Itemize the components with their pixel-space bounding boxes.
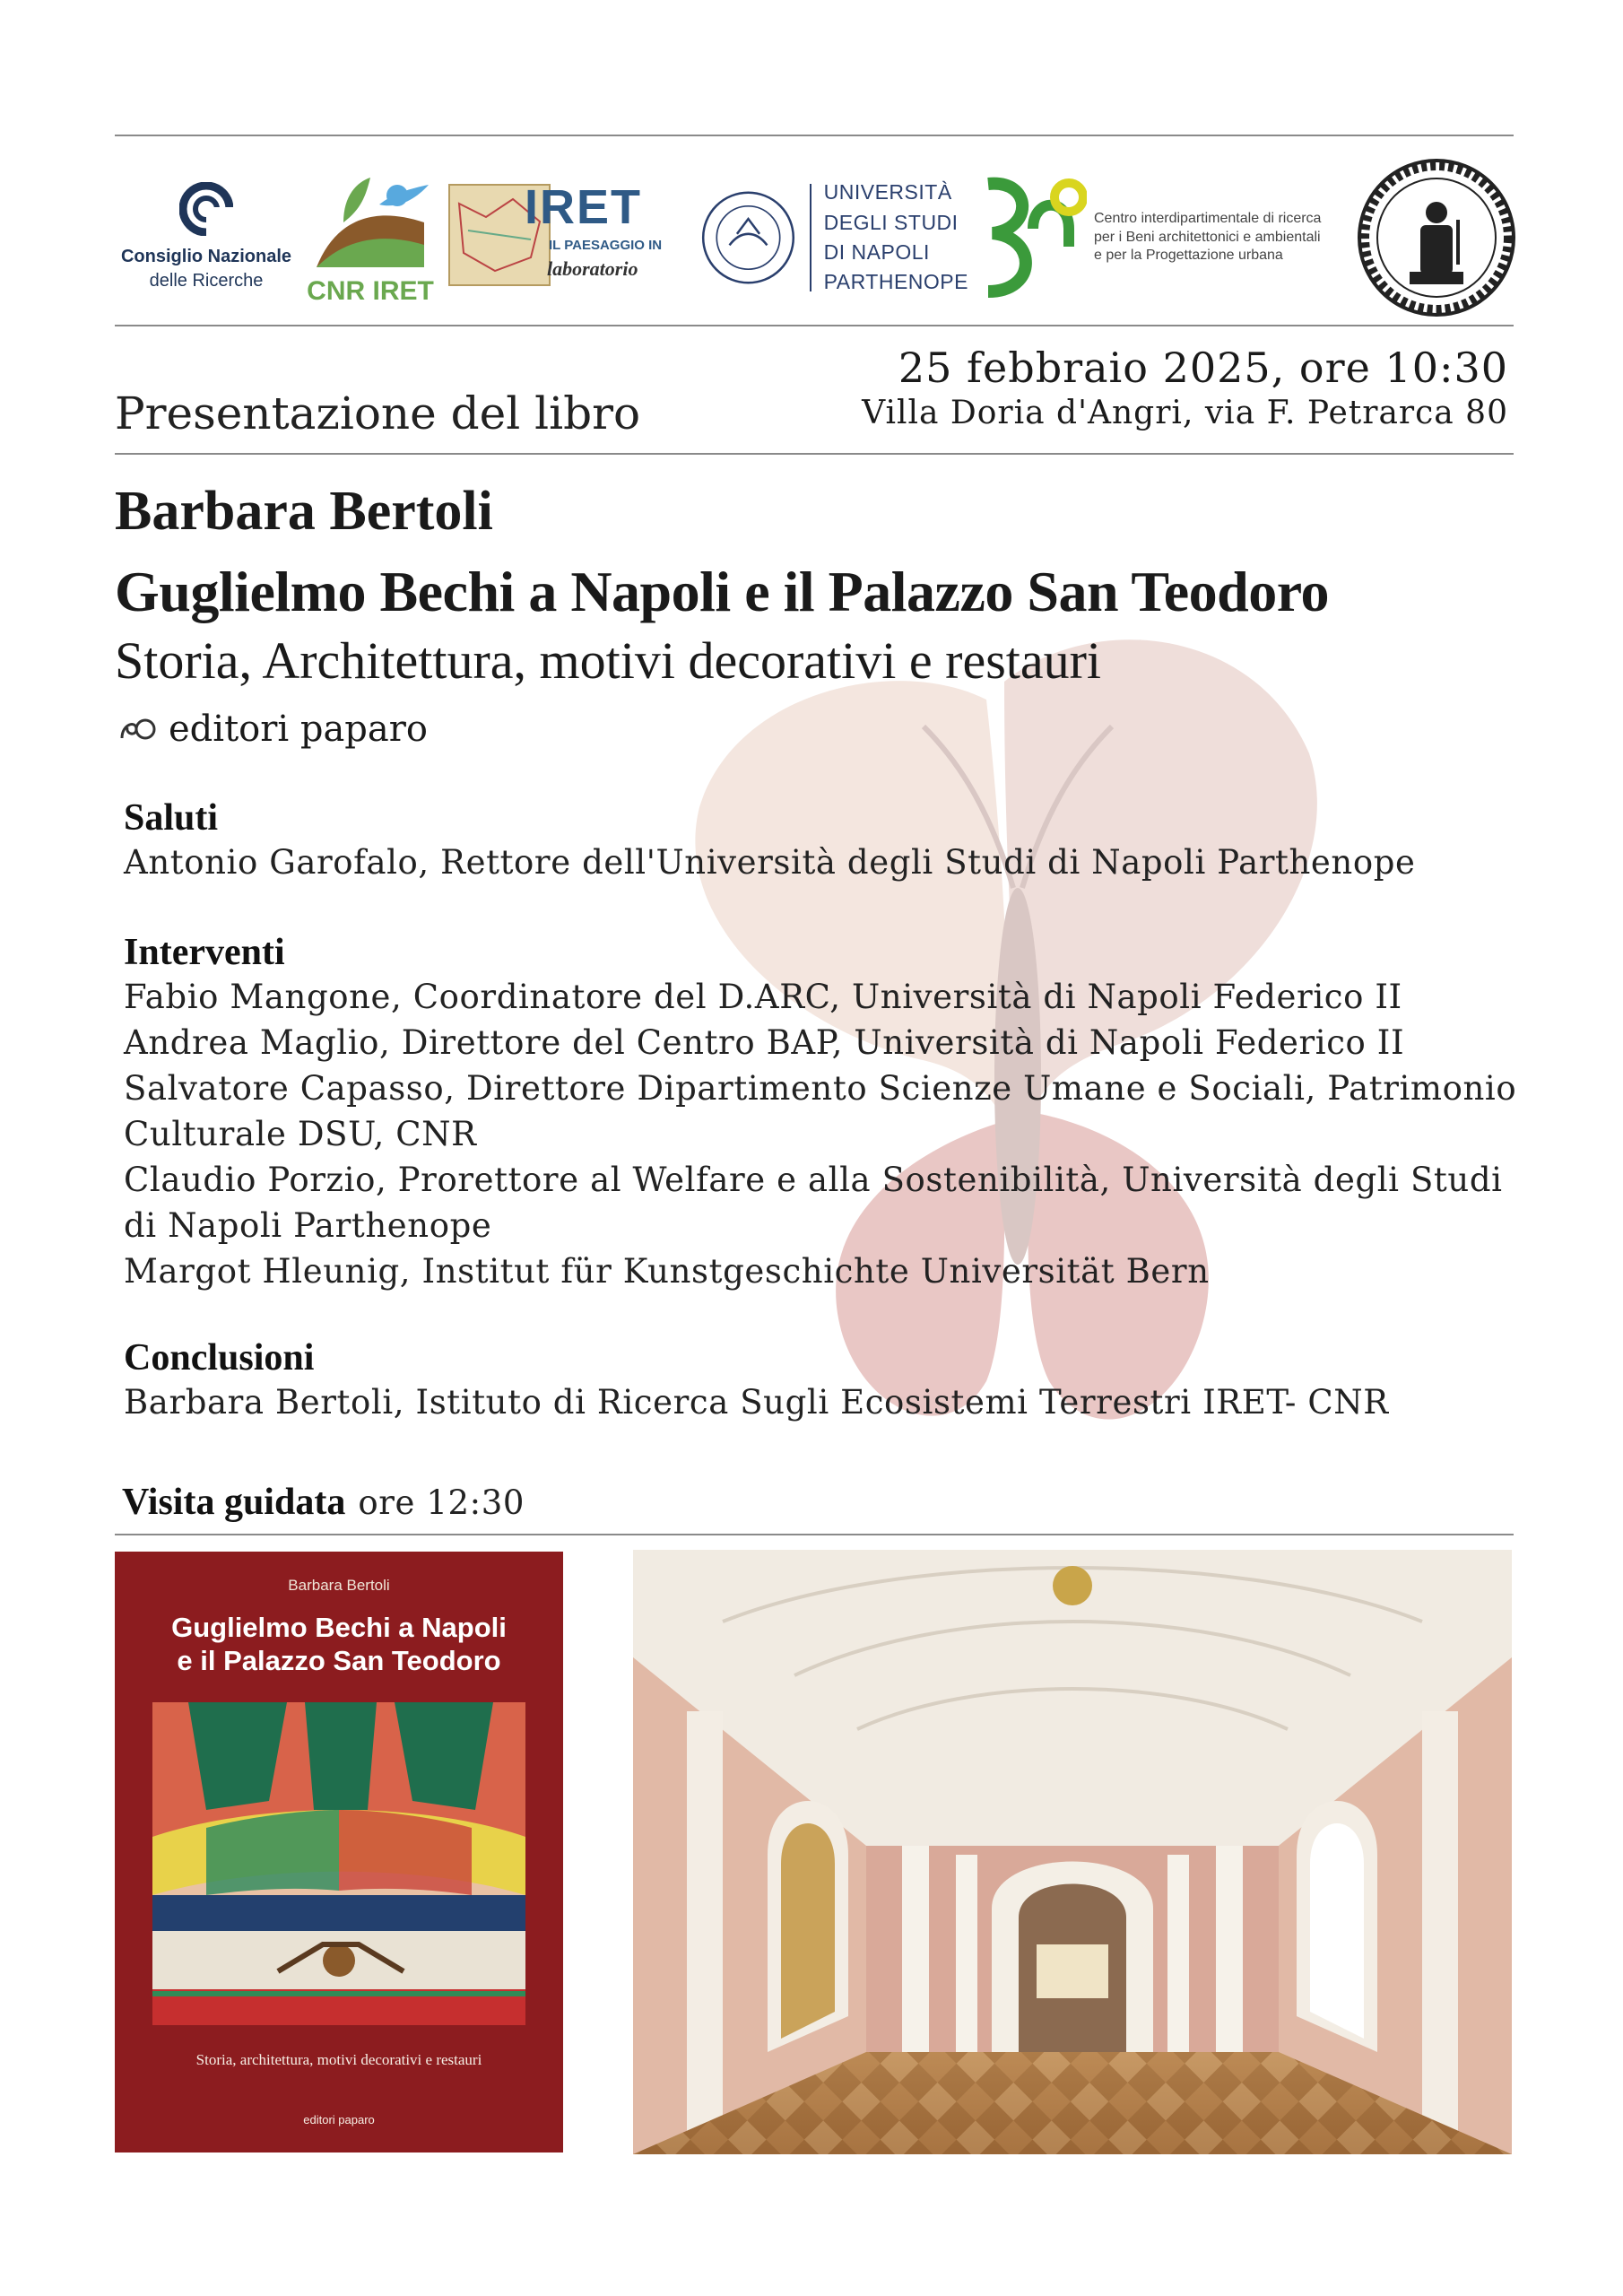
bottom-rule <box>115 1534 1514 1535</box>
interventi-section <box>124 931 1516 1294</box>
iret-brand: IRET <box>525 180 643 234</box>
cnr-iret-logo <box>303 148 438 327</box>
uni-line3: DI NAPOLI <box>823 240 930 264</box>
uni-line1: UNIVERSITÀ <box>823 180 952 204</box>
presentation-label: Presentazione del libro <box>115 387 641 439</box>
paparo-logo-icon <box>118 715 158 744</box>
event-date: 25 febbraio 2025, ore 10:30 <box>898 344 1508 392</box>
visita-time: ore 12:30 <box>358 1483 525 1522</box>
header-rule <box>115 453 1514 455</box>
visita-heading: Visita guidata <box>122 1482 346 1523</box>
logo-rule <box>115 325 1514 326</box>
interventi-line: Culturale DSU, CNR <box>124 1115 477 1153</box>
bap-line3: e per la Progettazione urbana <box>1094 248 1283 264</box>
uni-line2: DEGLI STUDI <box>823 210 959 234</box>
saluti-line: Antonio Garofalo, Rettore dell'Università degli Studi di Napoli Parthenope <box>124 843 1416 882</box>
conclusioni-heading: Conclusioni <box>124 1337 315 1378</box>
palazzo-hall-photo <box>633 1550 1512 2154</box>
cnr-logo <box>117 148 296 327</box>
conclusioni-section <box>124 1336 1389 1425</box>
publisher <box>118 709 428 750</box>
cover-title-line2: e il Palazzo San Teodoro <box>177 1645 501 1677</box>
saluti-heading: Saluti <box>124 797 219 839</box>
uni-line4: PARTHENOPE <box>823 270 968 294</box>
cnr-line2: delle Ricerche <box>149 271 264 291</box>
cover-publisher: editori paparo <box>303 2113 375 2126</box>
cover-title <box>115 1611 563 1677</box>
cnr-icon <box>179 182 233 236</box>
interventi-line: Claudio Porzio, Prorettore al Welfare e alla Sostenibilità, Università degli Studi <box>124 1161 1503 1199</box>
cnr-line1: Consiglio Nazionale <box>120 247 292 266</box>
book-subtitle: Storia, Architettura, motivi decorativi e restauri <box>115 631 1102 690</box>
cover-fresco-image <box>152 1702 525 2025</box>
visita-section <box>122 1480 525 1526</box>
university-seal-icon <box>1356 157 1517 318</box>
bap-mark-icon <box>979 175 1087 300</box>
interventi-line: Andrea Maglio, Direttore del Centro BAP, Università di Napoli Federico II <box>124 1023 1405 1062</box>
event-venue: Villa Doria d'Angri, via F. Petrarca 80 <box>862 395 1508 431</box>
bap-line1: Centro interdipartimentale di ricerca <box>1094 210 1322 226</box>
interventi-line: Salvatore Capasso, Direttore Dipartimento Scienze Umane e Sociali, Patrimonio <box>124 1069 1517 1108</box>
conclusioni-line: Barbara Bertoli, Istituto di Ricerca Sugli Ecosistemi Terrestri IRET- CNR <box>124 1383 1389 1422</box>
federico-ii-seal <box>1356 148 1517 327</box>
book-title: Guglielmo Bechi a Napoli e il Palazzo San Teodoro <box>115 560 1329 623</box>
book-cover <box>115 1552 563 2152</box>
book-author: Barbara Bertoli <box>115 481 493 542</box>
cover-title-line1: Guglielmo Bechi a Napoli <box>171 1612 507 1643</box>
iret-line2: laboratorio <box>547 257 638 280</box>
interventi-line: Margot Hleunig, Institut für Kunstgeschichte Universität Bern <box>124 1252 1210 1291</box>
saluti-section <box>124 796 1416 885</box>
interventi-line: di Napoli Parthenope <box>124 1206 492 1245</box>
cnr-iret-label: CNR IRET <box>307 276 434 306</box>
interventi-line: Fabio Mangone, Coordinatore del D.ARC, Università di Napoli Federico II <box>124 978 1402 1016</box>
cover-author: Barbara Bertoli <box>288 1577 390 1594</box>
publisher-name: editori paparo <box>169 709 428 750</box>
interventi-heading: Interventi <box>124 932 285 973</box>
top-rule <box>115 135 1514 136</box>
iret-landscape-icon <box>308 169 433 276</box>
iret-line1: IL PAESAGGIO IN <box>549 238 663 253</box>
bap-line2: per i Beni architettonici e ambientali <box>1094 229 1321 245</box>
parthenope-seal-icon <box>699 179 797 296</box>
cover-subtitle: Storia, architettura, motivi decorativi e restauri <box>195 2051 482 2068</box>
uni-parthenope-logo <box>699 148 968 327</box>
iret-lab-logo <box>448 148 681 327</box>
bap-logo <box>979 148 1356 327</box>
